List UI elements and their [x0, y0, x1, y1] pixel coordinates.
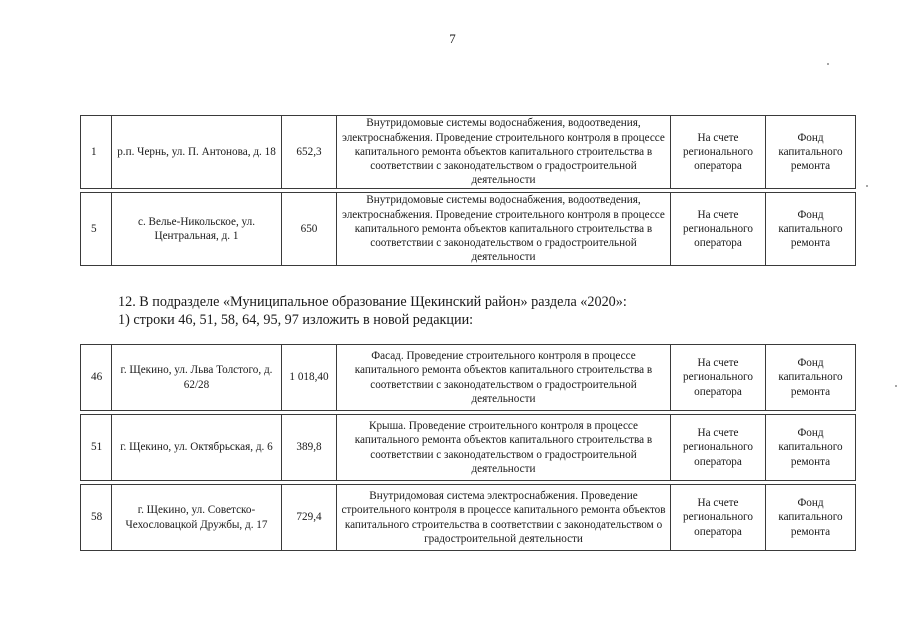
cost-cell: 729,4	[282, 485, 337, 551]
account-cell: На счете регионального оператора	[671, 345, 766, 411]
table-row	[81, 415, 856, 481]
address-cell: г. Щекино, ул. Льва Толстого, д. 62/28	[112, 345, 282, 411]
work-description-cell: Крыша. Проведение строительного контроля в процессе капитального ремонта объектов капитального строительства в соответствии с законодательством о градостроительной деятельности	[337, 415, 671, 481]
row-number: 5	[81, 193, 112, 266]
account-cell: На счете регионального оператора	[671, 415, 766, 481]
table-row	[81, 485, 856, 551]
row-number: 46	[81, 345, 112, 411]
cost-cell: 389,8	[282, 415, 337, 481]
table-row	[81, 193, 856, 266]
fund-cell: Фонд капитального ремонта	[766, 193, 856, 266]
row-number: 1	[81, 116, 112, 189]
fund-cell: Фонд капитального ремонта	[766, 345, 856, 411]
fund-cell: Фонд капитального ремонта	[766, 485, 856, 551]
address-cell: с. Велье-Никольское, ул. Центральная, д. 1	[112, 193, 282, 266]
work-description-cell: Внутридомовые системы водоснабжения, водоотведения, электроснабжения. Проведение строительного контроля в процессе капитального ремонта объектов капитального строительства в соответствии с законодательством о градостроительной деятельности	[337, 193, 671, 266]
account-cell: На счете регионального оператора	[671, 193, 766, 266]
repair-table-top	[80, 115, 856, 266]
row-number: 51	[81, 415, 112, 481]
section-heading: 12. В подразделе «Муниципальное образование Щекинский район» раздела «2020»:	[118, 294, 627, 310]
cost-cell: 652,3	[282, 116, 337, 189]
address-cell: г. Щекино, ул. Советско-Чехословацкой Дружбы, д. 17	[112, 485, 282, 551]
work-description-cell: Внутридомовые системы водоснабжения, водоотведения, электроснабжения. Проведение строительного контроля в процессе капитального ремонта объектов капитального строительства в соответствии с законодательством о градостроительной деятельности	[337, 116, 671, 189]
table-row	[81, 116, 856, 189]
cost-cell: 650	[282, 193, 337, 266]
row-number: 58	[81, 485, 112, 551]
fund-cell: Фонд капитального ремонта	[766, 116, 856, 189]
scan-speck	[895, 385, 897, 387]
scan-speck	[866, 185, 868, 187]
page-number: 7	[449, 31, 456, 46]
account-cell: На счете регионального оператора	[671, 116, 766, 189]
account-cell: На счете регионального оператора	[671, 485, 766, 551]
work-description-cell: Фасад. Проведение строительного контроля в процессе капитального ремонта объектов капитального строительства в соответствии с законодательством о градостроительной деятельности	[337, 345, 671, 411]
address-cell: р.п. Чернь, ул. П. Антонова, д. 18	[112, 116, 282, 189]
repair-table-bottom	[80, 344, 856, 551]
scan-speck	[827, 63, 829, 65]
cost-cell: 1 018,40	[282, 345, 337, 411]
address-cell: г. Щекино, ул. Октябрьская, д. 6	[112, 415, 282, 481]
work-description-cell: Внутридомовая система электроснабжения. Проведение строительного контроля в процессе капитального ремонта объектов капитального строительства в соответствии с законодательством о градостроительной деятельности	[337, 485, 671, 551]
instruction-text: 1) строки 46, 51, 58, 64, 95, 97 изложить в новой редакции:	[118, 312, 474, 328]
table-row	[81, 345, 856, 411]
fund-cell: Фонд капитального ремонта	[766, 415, 856, 481]
